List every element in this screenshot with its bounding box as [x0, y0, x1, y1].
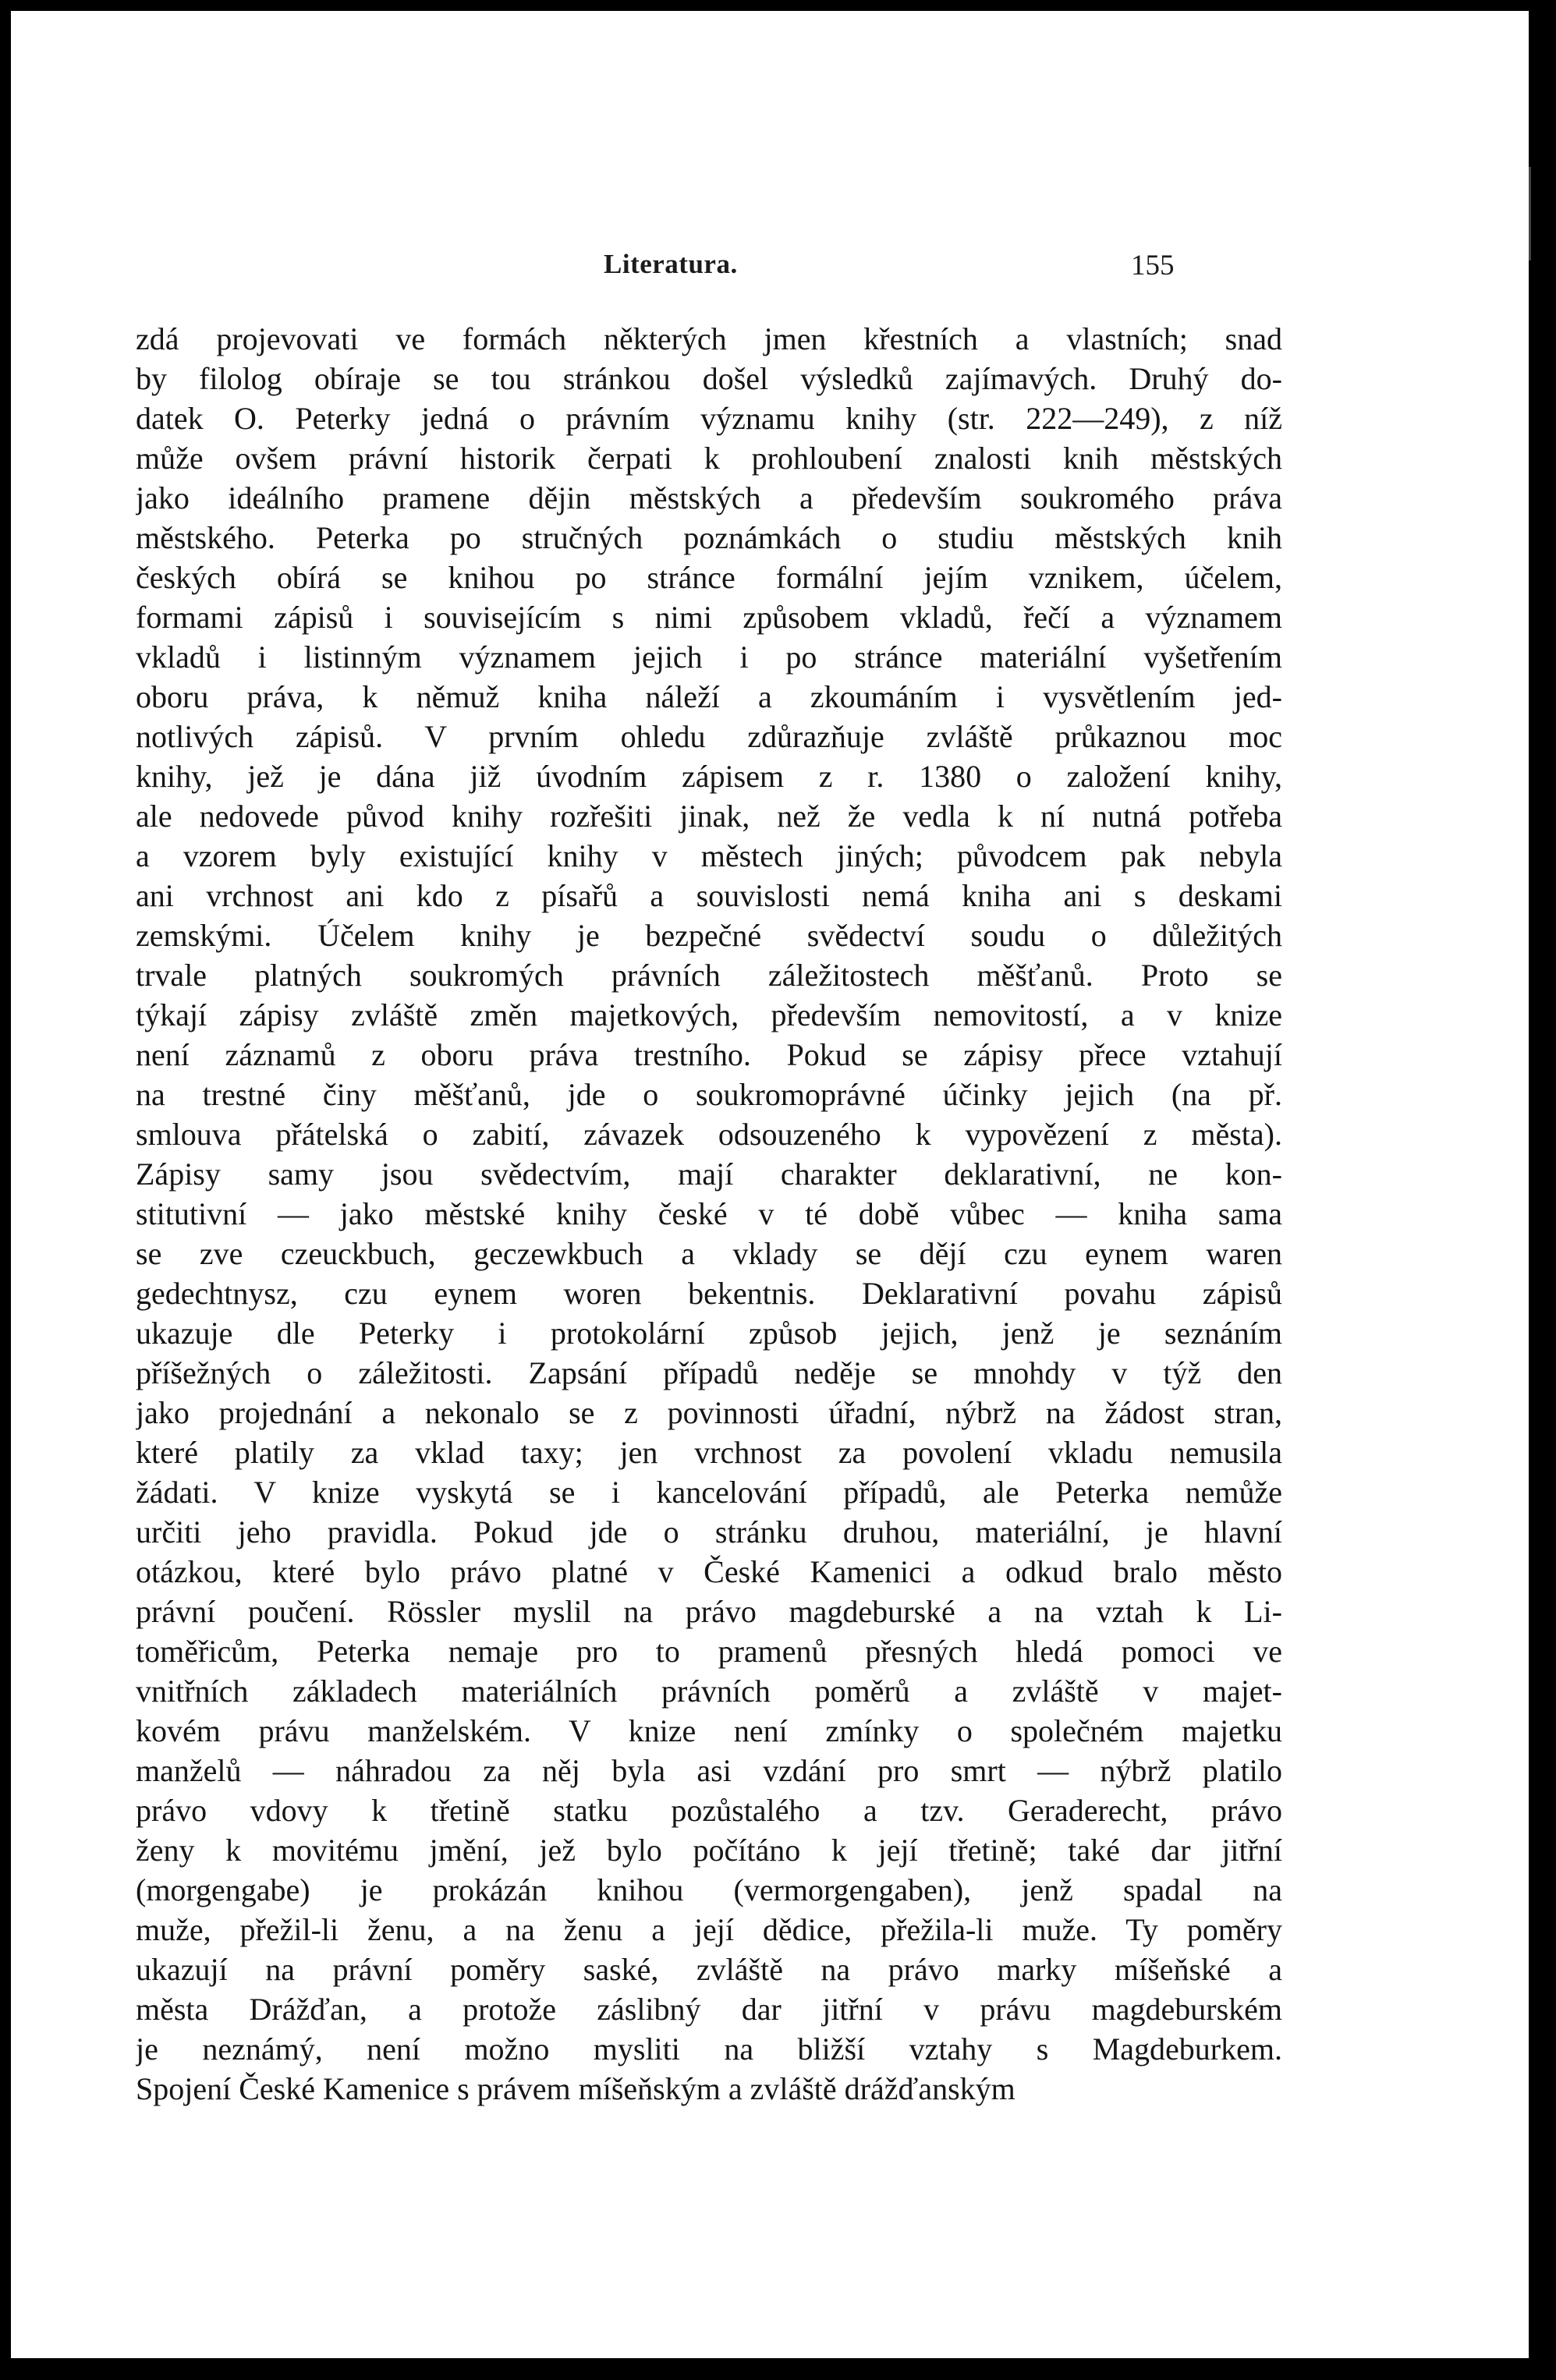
text-line: jako ideálního pramene dějin městských a především soukromého práva — [136, 480, 1282, 515]
text-line: právo vdovy k třetině statku pozůstalého a tzv. Geraderecht, právo — [136, 1793, 1282, 1828]
body-text — [136, 319, 1282, 2109]
text-line: Spojení České Kamenice s právem míšeňským a zvláště drážďanským — [136, 2071, 1015, 2106]
text-line: kovém právu manželském. V knize není zmínky o společném majetku — [136, 1713, 1282, 1748]
text-line: českých obírá se knihou po stránce formální jejím vznikem, účelem, — [136, 560, 1282, 595]
text-line: ale nedovede původ knihy rozřešiti jinak, než že vedla k ní nutná potřeba — [136, 799, 1282, 834]
text-line: a vzorem byly existující knihy v městech jiných; původcem pak nebyla — [136, 838, 1282, 873]
text-line: vkladů i listinným významem jejich i po stránce materiální vyšetřením — [136, 639, 1282, 675]
text-line: by filolog obíraje se tou stránkou došel výsledků zajímavých. Druhý do- — [136, 361, 1282, 396]
text-line: oboru práva, k němuž kniha náleží a zkoumáním i vysvětlením jed- — [136, 679, 1282, 714]
text-line: ukazuje dle Peterky i protokolární způsob jejich, jenž je seznáním — [136, 1316, 1282, 1351]
text-line: formami zápisů i souvisejícím s nimi způsobem vkladů, řečí a významem — [136, 600, 1282, 635]
running-title: Literatura. — [604, 249, 738, 279]
text-line: smlouva přátelská o zabití, závazek odsouzeného k vypovězení z města). — [136, 1117, 1282, 1152]
text-line: jako projednání a nekonalo se z povinnosti úřadní, nýbrž na žádost stran, — [136, 1395, 1282, 1430]
book-page — [11, 11, 1529, 2358]
text-line: žádati. V knize vyskytá se i kancelování případů, ale Peterka nemůže — [136, 1475, 1282, 1510]
text-line: týkají zápisy zvláště změn majetkových, především nemovitostí, a v knize — [136, 997, 1282, 1032]
page-header — [11, 249, 1529, 288]
page-number: 155 — [1131, 250, 1175, 282]
text-line: není záznamů z oboru práva trestního. Pokud se zápisy přece vztahují — [136, 1037, 1282, 1072]
text-line: určiti jeho pravidla. Pokud jde o stránku druhou, materiální, je hlavní — [136, 1514, 1282, 1549]
text-line: datek O. Peterky jedná o právním významu knihy (str. 222—249), z níž — [136, 401, 1282, 436]
text-line: může ovšem právní historik čerpati k prohloubení znalosti knih městských — [136, 441, 1282, 476]
text-line: se zve czeuckbuch, geczewkbuch a vklady se dějí czu eynem waren — [136, 1236, 1282, 1271]
text-line: které platily za vklad taxy; jen vrchnost za povolení vkladu nemusila — [136, 1435, 1282, 1470]
text-line: vnitřních základech materiálních právních poměrů a zvláště v majet- — [136, 1673, 1282, 1709]
text-line: Zápisy samy jsou svědectvím, mají charakter deklarativní, ne kon- — [136, 1156, 1282, 1192]
text-line: zdá projevovati ve formách některých jmen křestních a vlastních; snad — [136, 321, 1282, 356]
scan-edge-mark — [1529, 167, 1531, 260]
text-line: příšežných o záležitosti. Zapsání případů neděje se mnohdy v týž den — [136, 1355, 1282, 1390]
text-line: otázkou, které bylo právo platné v České Kamenici a odkud bralo město — [136, 1554, 1282, 1589]
text-line: ukazují na právní poměry saské, zvláště na právo marky míšeňské a — [136, 1952, 1282, 1987]
text-line: ani vrchnost ani kdo z písařů a souvislosti nemá kniha ani s deskami — [136, 878, 1282, 913]
text-line: knihy, jež je dána již úvodním zápisem z r. 1380 o založení knihy, — [136, 759, 1282, 794]
text-line: notlivých zápisů. V prvním ohledu zdůrazňuje zvláště průkaznou moc — [136, 719, 1282, 754]
text-line: manželů — náhradou za něj byla asi vzdání pro smrt — nýbrž platilo — [136, 1753, 1282, 1788]
text-line: městského. Peterka po stručných poznámkách o studiu městských knih — [136, 520, 1282, 555]
text-line: zemskými. Účelem knihy je bezpečné svědectví soudu o důležitých — [136, 918, 1282, 953]
text-line: ženy k movitému jmění, jež bylo počítáno k její třetině; také dar jitřní — [136, 1833, 1282, 1868]
text-line: muže, přežil-li ženu, a na ženu a její dědice, přežila-li muže. Ty poměry — [136, 1912, 1282, 1947]
text-line: (morgengabe) je prokázán knihou (vermorgengaben), jenž spadal na — [136, 1872, 1282, 1907]
text-line: toměřicům, Peterka nemaje pro to pramenů přesných hledá pomoci ve — [136, 1634, 1282, 1669]
text-line: gedechtnysz, czu eynem woren bekentnis. Deklarativní povahu zápisů — [136, 1276, 1282, 1311]
text-line: na trestné činy měšťanů, jde o soukromoprávné účinky jejich (na př. — [136, 1077, 1282, 1112]
text-line: trvale platných soukromých právních záležitostech měšťanů. Proto se — [136, 958, 1282, 993]
text-line: stitutivní — jako městské knihy české v té době vůbec — kniha sama — [136, 1196, 1282, 1231]
text-line: města Drážďan, a protože záslibný dar jitřní v právu magdeburském — [136, 1992, 1282, 2027]
text-line: právní poučení. Rössler myslil na právo magdeburské a na vztah k Li- — [136, 1594, 1282, 1629]
text-line: je neznámý, není možno mysliti na bližší vztahy s Magdeburkem. — [136, 2031, 1282, 2067]
